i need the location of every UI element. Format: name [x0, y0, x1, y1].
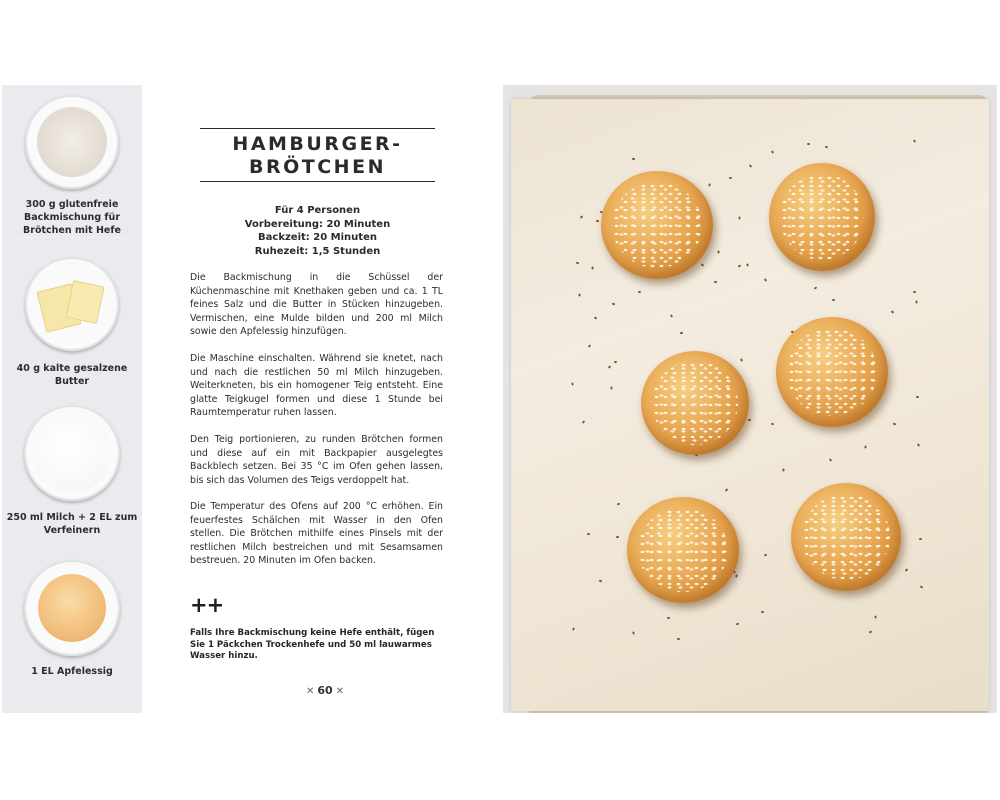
seed-decoration	[581, 420, 584, 424]
butter-bowl-icon	[25, 257, 119, 351]
seed-decoration	[714, 281, 717, 283]
flour-bowl-icon	[25, 95, 119, 189]
seed-decoration	[690, 153, 693, 155]
seed-decoration	[915, 301, 918, 304]
seed-decoration	[919, 538, 922, 541]
seed-decoration	[588, 344, 591, 348]
ingredient-label: 1 EL Apfelessig	[31, 666, 113, 677]
seed-decoration	[916, 396, 919, 398]
bun	[641, 351, 749, 455]
seed-decoration	[764, 278, 767, 282]
seed-decoration	[610, 386, 613, 389]
tip-marker: ++	[190, 593, 224, 617]
seed-decoration	[892, 474, 895, 478]
seed-decoration	[592, 267, 594, 270]
seed-decoration	[764, 554, 768, 557]
cross-ornament-icon: ✕	[305, 686, 315, 697]
seed-decoration	[733, 508, 736, 512]
seed-decoration	[637, 467, 641, 470]
seed-decoration	[707, 599, 711, 603]
seed-decoration	[890, 612, 893, 616]
seed-decoration	[738, 264, 742, 267]
seed-decoration	[891, 310, 895, 314]
seed-decoration	[711, 263, 714, 267]
seed-decoration	[572, 627, 575, 631]
bun	[776, 317, 888, 427]
seed-decoration	[697, 314, 700, 317]
buns-photo	[503, 85, 997, 713]
seed-decoration	[902, 448, 906, 451]
seed-decoration	[832, 299, 835, 301]
seed-decoration	[599, 579, 602, 582]
seed-decoration	[634, 164, 637, 167]
seed-decoration	[619, 145, 623, 149]
milk-bowl-icon	[24, 405, 120, 501]
cross-ornament-icon: ✕	[335, 686, 345, 697]
seed-decoration	[594, 316, 598, 319]
seed-decoration	[717, 250, 720, 254]
seed-decoration	[773, 286, 777, 289]
seed-decoration	[746, 264, 749, 267]
seed-decoration	[608, 365, 612, 369]
seed-decoration	[904, 568, 908, 572]
seed-decoration	[743, 346, 746, 348]
seed-decoration	[735, 574, 738, 577]
seed-decoration	[729, 177, 732, 179]
seed-decoration	[667, 617, 670, 619]
servings: Für 4 Personen	[274, 205, 361, 216]
seed-decoration	[750, 490, 754, 493]
seed-decoration	[747, 419, 751, 422]
seed-decoration	[586, 533, 589, 535]
recipe-meta	[185, 204, 450, 258]
seed-decoration	[580, 215, 583, 219]
seed-decoration	[807, 143, 810, 145]
bun	[791, 483, 901, 591]
recipe-step: Die Temperatur des Ofens auf 200 °C erhöhen. Ein feuerfestes Schälchen mit Wasser in den Ofen stellen. Die Brötchen mithilfe eines Pinsels mit der restlichen Milch bestreichen und mit Sesamsamen bestreuen. 20 Minuten im Ofen backen.	[190, 501, 443, 567]
recipe-tip: Falls Ihre Backmischung keine Hefe enthält, fügen Sie 1 Päckchen Trockenhefe und 50 ml lauwarmes Wasser hinzu.	[190, 628, 435, 661]
recipe-step: Den Teig portionieren, zu runden Brötchen formen und diese auf ein mit Backpapier ausgelegtes Backblech setzen. Bei 35 °C im Ofen gehen lassen, bis sich das Volumen des Teigs verdoppelt hat.	[190, 434, 443, 486]
title-rule-top	[200, 128, 435, 129]
seed-decoration	[761, 349, 765, 352]
bake-time: Backzeit: 20 Minuten	[258, 232, 377, 243]
seed-decoration	[919, 585, 923, 588]
seed-decoration	[725, 489, 729, 493]
recipe-step: Die Maschine einschalten. Während sie knetet, nach und nach die restlichen 50 ml Milch hinzugeben. Weiterkneten, bis ein homogener Teig entsteht. Eine glatte Teigkugel formen und diese 1 Stunde bei Raumtemperatur ruhen lassen.	[190, 353, 443, 419]
seed-decoration	[648, 335, 651, 339]
seed-decoration	[783, 469, 785, 472]
seed-decoration	[874, 615, 877, 618]
seed-decoration	[736, 622, 740, 625]
seed-decoration	[576, 261, 580, 264]
seed-decoration	[913, 139, 916, 143]
bun	[601, 171, 713, 279]
seed-decoration	[670, 315, 673, 319]
seed-decoration	[727, 474, 730, 476]
seed-decoration	[865, 446, 867, 449]
seed-decoration	[869, 630, 873, 634]
recipe-title: HAMBURGER- BRÖTCHEN	[232, 133, 403, 178]
seed-decoration	[614, 361, 617, 363]
recipe-page	[145, 85, 493, 713]
parchment-paper	[511, 99, 989, 711]
seed-decoration	[917, 443, 920, 447]
seed-decoration	[590, 323, 592, 326]
seed-decoration	[617, 503, 621, 506]
seed-decoration	[638, 291, 641, 293]
seed-decoration	[696, 490, 698, 493]
seed-decoration	[633, 631, 635, 634]
seed-decoration	[813, 286, 817, 289]
seed-decoration	[740, 359, 743, 363]
seed-decoration	[611, 303, 614, 306]
seed-decoration	[770, 150, 773, 154]
seed-decoration	[657, 613, 661, 617]
ingredient-strip	[2, 85, 142, 713]
seed-decoration	[708, 184, 710, 187]
bun	[627, 497, 739, 603]
seed-decoration	[730, 327, 732, 330]
seed-decoration	[738, 217, 740, 220]
rest-time: Ruhezeit: 1,5 Stunden	[254, 245, 381, 257]
seed-decoration	[700, 264, 704, 268]
seed-decoration	[749, 164, 752, 168]
seed-decoration	[912, 290, 916, 293]
ingredient-label: 250 ml Milch + 2 EL zum Verfeinern	[6, 512, 138, 536]
seed-decoration	[677, 638, 680, 640]
page-number: ✕ 60 ✕	[305, 684, 345, 697]
seed-decoration	[829, 458, 832, 462]
seed-decoration	[893, 423, 896, 426]
seed-decoration	[679, 332, 682, 335]
seed-decoration	[571, 382, 573, 385]
seed-decoration	[768, 304, 772, 307]
title-rule-bottom	[200, 181, 435, 182]
vinegar-bowl-icon	[24, 560, 120, 656]
seed-decoration	[616, 535, 619, 538]
seed-decoration	[767, 633, 770, 637]
seed-decoration	[596, 219, 599, 222]
seed-decoration	[632, 157, 635, 160]
ingredient-label: 40 g kalte gesalzene Butter	[16, 363, 128, 387]
ingredient-label: 300 g glutenfreie Backmischung für Brötchen mit Hefe	[23, 199, 121, 236]
bun	[769, 163, 875, 271]
seed-decoration	[883, 345, 886, 349]
seed-decoration	[824, 146, 828, 149]
seed-decoration	[771, 422, 775, 425]
seed-decoration	[753, 518, 756, 521]
recipe-step: Die Backmischung in die Schüssel der Küchenmaschine mit Knethaken geben und ca. 1 TL feines Salz und die Butter in Stücken hinzugeben. Vermischen, eine Mulde bilden und 200 ml Milch sowie den Apfelessig hinzufügen.	[190, 272, 443, 338]
seed-decoration	[761, 610, 764, 613]
seed-decoration	[752, 361, 756, 364]
prep-time: Vorbereitung: 20 Minuten	[244, 218, 391, 230]
seed-decoration	[631, 140, 635, 143]
seed-decoration	[589, 314, 592, 318]
seed-decoration	[578, 293, 581, 297]
